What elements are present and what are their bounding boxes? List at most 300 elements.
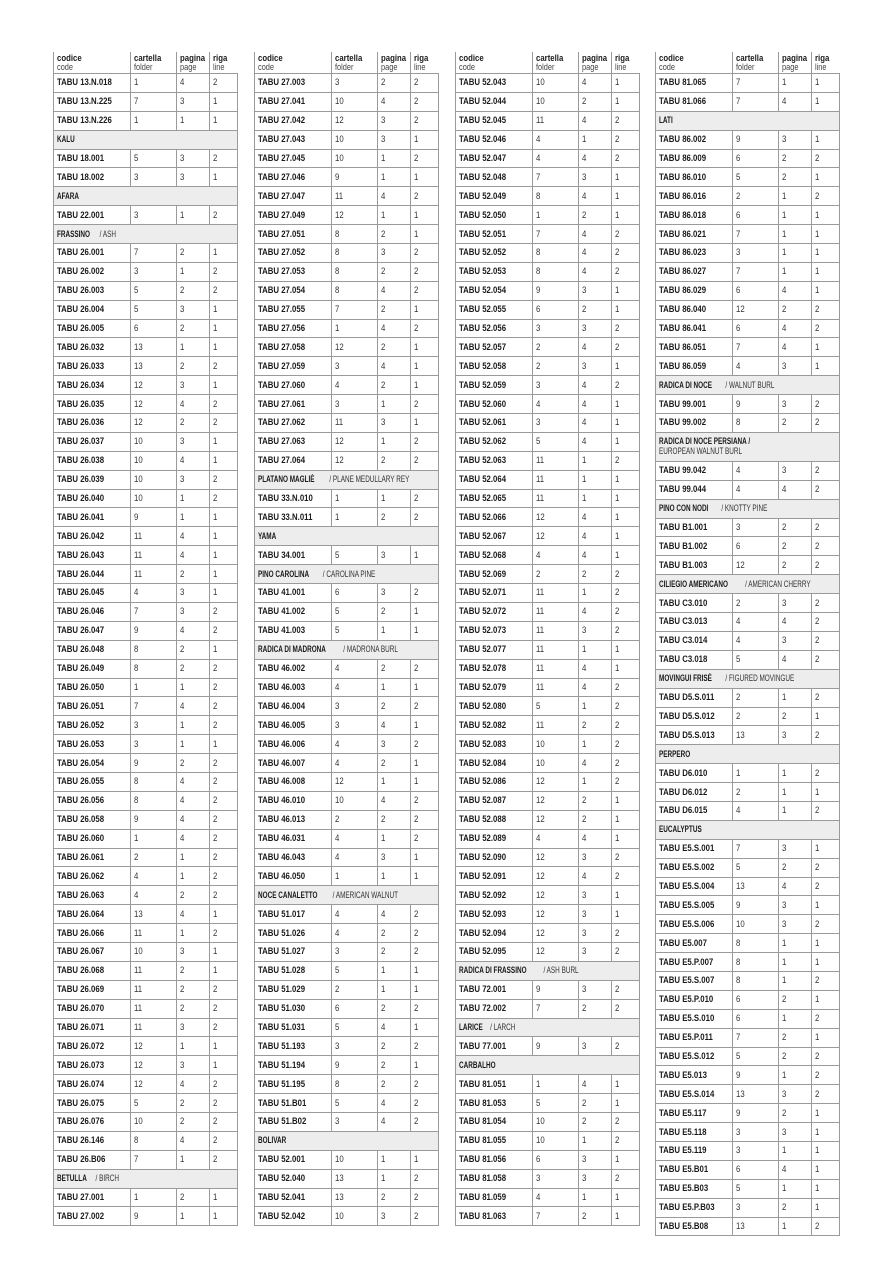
table-row — [656, 281, 840, 300]
table-row — [54, 621, 238, 640]
line-cell: 1 — [210, 508, 238, 527]
page-cell: 3 — [579, 1169, 612, 1188]
code-cell: TABU 52.045 — [456, 111, 533, 130]
page-cell: 1 — [579, 584, 612, 603]
code-cell: TABU 52.068 — [456, 546, 533, 565]
code-cell: TABU E5.P.010 — [656, 990, 733, 1009]
table-row — [54, 111, 238, 130]
code-cell: TABU 52.092 — [456, 886, 533, 905]
line-cell: 1 — [612, 168, 640, 187]
wood-name-en: / AMERICAN CHERRY — [745, 578, 811, 590]
line-cell: 2 — [812, 1217, 840, 1236]
code-cell: TABU 52.065 — [456, 489, 533, 508]
section-header-row — [656, 111, 840, 130]
table-row — [656, 783, 840, 802]
header-line: riga line — [210, 52, 238, 74]
table-row — [456, 1131, 640, 1150]
line-cell: 2 — [812, 650, 840, 669]
table-row — [456, 716, 640, 735]
code-cell: TABU 34.001 — [255, 546, 332, 565]
folder-cell: 3 — [131, 735, 177, 754]
line-cell: 1 — [411, 754, 439, 773]
code-cell: TABU 51.028 — [255, 961, 332, 980]
folder-cell: 5 — [332, 602, 378, 621]
folder-cell: 6 — [733, 281, 779, 300]
code-cell: TABU E5.S.002 — [656, 858, 733, 877]
line-cell: 2 — [612, 1037, 640, 1056]
table-row — [255, 130, 439, 149]
page-cell: 3 — [779, 461, 812, 480]
line-cell: 2 — [612, 319, 640, 338]
table-row — [255, 754, 439, 773]
table-row — [456, 357, 640, 376]
page-cell: 2 — [378, 1188, 411, 1207]
line-cell: 1 — [612, 357, 640, 376]
code-cell: TABU 26.068 — [54, 961, 131, 980]
code-cell: TABU 26.070 — [54, 999, 131, 1018]
table-row — [255, 678, 439, 697]
folder-cell: 12 — [131, 414, 177, 433]
folder-cell: 1 — [733, 764, 779, 783]
table-row — [656, 187, 840, 206]
folder-cell: 12 — [533, 942, 579, 961]
code-cell: TABU 27.003 — [255, 74, 332, 93]
folder-cell: 7 — [131, 1150, 177, 1169]
code-cell: TABU 52.078 — [456, 659, 533, 678]
header-folder: cartella folder — [131, 52, 177, 74]
page-cell: 3 — [779, 395, 812, 414]
table-row — [54, 149, 238, 168]
line-cell: 2 — [812, 518, 840, 537]
line-cell: 2 — [612, 754, 640, 773]
page-cell: 2 — [378, 1037, 411, 1056]
folder-cell: 11 — [131, 527, 177, 546]
folder-cell: 13 — [332, 1169, 378, 1188]
line-cell: 2 — [411, 92, 439, 111]
table-row — [656, 92, 840, 111]
line-cell: 1 — [612, 508, 640, 527]
line-cell: 2 — [812, 764, 840, 783]
table-row — [456, 451, 640, 470]
table-row — [456, 565, 640, 584]
code-cell: TABU 52.071 — [456, 584, 533, 603]
code-cell: TABU 22.001 — [54, 206, 131, 225]
page-cell: 1 — [378, 1150, 411, 1169]
page-cell: 1 — [378, 867, 411, 886]
code-cell: TABU 86.041 — [656, 319, 733, 338]
line-cell: 1 — [812, 92, 840, 111]
code-cell: TABU 52.052 — [456, 244, 533, 263]
table-row — [456, 168, 640, 187]
line-cell: 2 — [812, 915, 840, 934]
line-cell: 2 — [411, 1112, 439, 1131]
page-cell: 1 — [579, 451, 612, 470]
line-cell: 2 — [210, 1131, 238, 1150]
page-cell: 4 — [177, 1075, 210, 1094]
page-cell: 2 — [779, 537, 812, 556]
table-row — [656, 594, 840, 613]
page-cell: 3 — [378, 584, 411, 603]
section-header-row — [255, 565, 439, 584]
page-cell: 1 — [378, 678, 411, 697]
page-cell: 1 — [779, 225, 812, 244]
folder-cell: 3 — [533, 1169, 579, 1188]
folder-cell: 12 — [131, 1056, 177, 1075]
page-cell: 2 — [177, 414, 210, 433]
code-cell: TABU 26.040 — [54, 489, 131, 508]
folder-cell: 11 — [332, 414, 378, 433]
page-cell: 1 — [378, 395, 411, 414]
folder-cell: 12 — [533, 848, 579, 867]
wood-name-it: LATI — [659, 115, 673, 127]
folder-cell: 4 — [332, 376, 378, 395]
table-row — [456, 772, 640, 791]
folder-cell: 9 — [733, 130, 779, 149]
line-cell: 2 — [411, 1207, 439, 1226]
folder-cell: 8 — [131, 659, 177, 678]
folder-cell: 8 — [533, 244, 579, 263]
line-cell: 2 — [812, 149, 840, 168]
table-row — [456, 376, 640, 395]
page-cell: 2 — [579, 999, 612, 1018]
folder-cell: 3 — [332, 1112, 378, 1131]
page-cell: 4 — [579, 678, 612, 697]
table-row — [255, 1207, 439, 1226]
code-cell: TABU 46.043 — [255, 848, 332, 867]
table-row — [255, 319, 439, 338]
line-cell: 2 — [210, 772, 238, 791]
folder-cell: 9 — [533, 980, 579, 999]
folder-cell: 12 — [332, 206, 378, 225]
folder-cell: 5 — [733, 1179, 779, 1198]
line-cell: 2 — [210, 621, 238, 640]
table-row — [54, 829, 238, 848]
page-cell: 2 — [177, 244, 210, 263]
folder-cell: 8 — [533, 262, 579, 281]
line-cell: 2 — [210, 867, 238, 886]
page-cell: 1 — [779, 783, 812, 802]
code-cell: TABU 52.049 — [456, 187, 533, 206]
code-cell: TABU 27.060 — [255, 376, 332, 395]
code-cell: TABU 26.002 — [54, 262, 131, 281]
folder-cell: 5 — [332, 1018, 378, 1037]
folder-cell: 1 — [131, 829, 177, 848]
table-header — [456, 52, 640, 74]
code-cell: TABU 26.045 — [54, 584, 131, 603]
table-row — [456, 414, 640, 433]
page-cell: 1 — [177, 338, 210, 357]
page-cell: 3 — [579, 942, 612, 961]
line-cell: 2 — [210, 262, 238, 281]
line-cell: 2 — [612, 451, 640, 470]
folder-cell: 8 — [332, 244, 378, 263]
folder-cell: 3 — [332, 942, 378, 961]
table-row — [54, 1188, 238, 1207]
code-cell: TABU 26.003 — [54, 281, 131, 300]
folder-cell: 2 — [733, 707, 779, 726]
code-cell: TABU 26.073 — [54, 1056, 131, 1075]
folder-cell: 9 — [131, 621, 177, 640]
folder-cell: 6 — [131, 319, 177, 338]
page-cell: 4 — [177, 791, 210, 810]
folder-cell: 9 — [533, 1037, 579, 1056]
folder-cell: 4 — [131, 886, 177, 905]
folder-cell: 7 — [131, 244, 177, 263]
page-cell: 1 — [579, 130, 612, 149]
table-row — [54, 338, 238, 357]
table-row — [456, 829, 640, 848]
page-cell: 3 — [177, 300, 210, 319]
code-cell: TABU C3.018 — [656, 650, 733, 669]
wood-name-en: / KNOTTY PINE — [721, 503, 768, 515]
folder-cell: 8 — [332, 225, 378, 244]
page-cell: 4 — [177, 772, 210, 791]
line-cell: 1 — [210, 546, 238, 565]
line-cell: 1 — [612, 1094, 640, 1113]
code-cell: TABU 26.061 — [54, 848, 131, 867]
code-cell: TABU 86.023 — [656, 244, 733, 263]
line-cell: 2 — [812, 1047, 840, 1066]
line-cell: 2 — [210, 754, 238, 773]
table-row — [656, 1179, 840, 1198]
page-cell: 4 — [779, 319, 812, 338]
code-cell: TABU 46.007 — [255, 754, 332, 773]
page-cell: 1 — [779, 244, 812, 263]
table-row — [255, 867, 439, 886]
folder-cell: 3 — [733, 1141, 779, 1160]
code-cell: TABU 26.052 — [54, 716, 131, 735]
line-cell: 1 — [210, 735, 238, 754]
wood-name-it: LARICE — [459, 1021, 483, 1033]
table-row — [54, 376, 238, 395]
table-row — [54, 206, 238, 225]
table-row — [656, 262, 840, 281]
folder-cell: 3 — [131, 206, 177, 225]
page-cell: 4 — [779, 1160, 812, 1179]
line-cell: 1 — [812, 1123, 840, 1142]
folder-cell: 4 — [533, 149, 579, 168]
folder-cell: 6 — [733, 319, 779, 338]
line-cell: 1 — [411, 376, 439, 395]
line-cell: 1 — [812, 244, 840, 263]
code-cell: TABU 99.044 — [656, 480, 733, 499]
line-cell: 1 — [210, 432, 238, 451]
folder-cell: 7 — [733, 1028, 779, 1047]
code-cell: TABU E5.P.011 — [656, 1028, 733, 1047]
line-cell: 2 — [210, 659, 238, 678]
header-line: riga line — [812, 52, 840, 74]
page-cell: 4 — [579, 508, 612, 527]
table-row — [54, 754, 238, 773]
page-cell: 2 — [378, 508, 411, 527]
folder-cell: 2 — [533, 338, 579, 357]
code-cell: TABU 46.005 — [255, 716, 332, 735]
line-cell: 2 — [612, 999, 640, 1018]
page-cell: 3 — [177, 92, 210, 111]
page-cell: 4 — [579, 546, 612, 565]
line-cell: 2 — [411, 791, 439, 810]
line-cell: 2 — [210, 678, 238, 697]
code-cell: TABU E5.S.001 — [656, 839, 733, 858]
page-cell: 2 — [378, 659, 411, 678]
line-cell: 1 — [411, 867, 439, 886]
line-cell: 1 — [612, 886, 640, 905]
line-cell: 1 — [210, 451, 238, 470]
line-cell: 2 — [210, 980, 238, 999]
folder-cell: 3 — [733, 1198, 779, 1217]
line-cell: 1 — [210, 1207, 238, 1226]
table-row — [255, 376, 439, 395]
table-row — [255, 1150, 439, 1169]
folder-cell: 12 — [533, 527, 579, 546]
page-cell: 1 — [779, 953, 812, 972]
table-row — [255, 111, 439, 130]
folder-cell: 6 — [733, 149, 779, 168]
table-row — [456, 621, 640, 640]
table-row — [456, 546, 640, 565]
header-line: riga line — [612, 52, 640, 74]
folder-cell: 10 — [131, 470, 177, 489]
table-row — [456, 867, 640, 886]
table-row — [54, 961, 238, 980]
table-row — [456, 1037, 640, 1056]
page-cell: 1 — [177, 678, 210, 697]
page-cell: 1 — [177, 1207, 210, 1226]
page-cell: 1 — [378, 489, 411, 508]
code-cell: TABU 26.049 — [54, 659, 131, 678]
line-cell: 2 — [210, 1075, 238, 1094]
wood-name-it: CARBALHO — [459, 1059, 496, 1071]
code-cell: TABU 86.009 — [656, 149, 733, 168]
code-cell: TABU 52.050 — [456, 206, 533, 225]
folder-cell: 3 — [733, 244, 779, 263]
code-cell: TABU E5.S.007 — [656, 971, 733, 990]
folder-cell: 5 — [332, 621, 378, 640]
folder-cell: 11 — [533, 678, 579, 697]
folder-cell: 1 — [131, 678, 177, 697]
folder-cell: 12 — [533, 508, 579, 527]
code-cell: TABU E5.S.005 — [656, 896, 733, 915]
code-cell: TABU 52.093 — [456, 905, 533, 924]
table-row — [656, 1104, 840, 1123]
table-row — [456, 225, 640, 244]
line-cell: 2 — [210, 848, 238, 867]
folder-cell: 4 — [332, 659, 378, 678]
page-cell: 1 — [579, 1131, 612, 1150]
table-row — [255, 716, 439, 735]
code-cell: TABU C3.014 — [656, 631, 733, 650]
header-code: codice code — [255, 52, 332, 74]
table-row — [54, 1150, 238, 1169]
table-row — [656, 971, 840, 990]
code-cell: TABU E5.118 — [656, 1123, 733, 1142]
line-cell: 1 — [210, 584, 238, 603]
folder-cell: 11 — [131, 924, 177, 943]
folder-cell: 12 — [332, 451, 378, 470]
folder-cell: 2 — [533, 565, 579, 584]
table-row — [456, 508, 640, 527]
line-cell: 2 — [411, 999, 439, 1018]
line-cell: 1 — [210, 942, 238, 961]
page-cell: 1 — [779, 764, 812, 783]
folder-cell: 7 — [131, 602, 177, 621]
code-cell: TABU 26.048 — [54, 640, 131, 659]
page-cell: 4 — [378, 1112, 411, 1131]
page-cell: 1 — [779, 1141, 812, 1160]
page-cell: 3 — [177, 1056, 210, 1075]
line-cell: 2 — [411, 111, 439, 130]
code-cell: TABU 81.056 — [456, 1150, 533, 1169]
code-cell: TABU 81.054 — [456, 1112, 533, 1131]
wood-name-en: / AMERICAN WALNUT — [332, 889, 399, 901]
page-cell: 2 — [177, 754, 210, 773]
table-row — [255, 810, 439, 829]
code-cell: TABU 46.031 — [255, 829, 332, 848]
line-cell: 2 — [210, 414, 238, 433]
table-row — [255, 1075, 439, 1094]
code-cell: TABU 27.062 — [255, 414, 332, 433]
table-row — [54, 942, 238, 961]
page-cell: 3 — [177, 1018, 210, 1037]
table-row — [656, 338, 840, 357]
table-row — [54, 357, 238, 376]
table-row — [255, 1169, 439, 1188]
table-row — [656, 357, 840, 376]
line-cell: 2 — [411, 659, 439, 678]
folder-cell: 11 — [533, 111, 579, 130]
folder-cell: 2 — [733, 594, 779, 613]
page-cell: 4 — [177, 527, 210, 546]
page-cell: 3 — [579, 924, 612, 943]
page-cell: 3 — [579, 1150, 612, 1169]
index-table — [655, 52, 840, 1236]
line-cell: 1 — [612, 905, 640, 924]
table-row — [656, 934, 840, 953]
line-cell: 2 — [612, 1112, 640, 1131]
page-cell: 2 — [177, 980, 210, 999]
code-cell: TABU 26.001 — [54, 244, 131, 263]
folder-cell: 1 — [131, 74, 177, 93]
code-cell: TABU D6.015 — [656, 801, 733, 820]
line-cell: 1 — [812, 1179, 840, 1198]
folder-cell: 6 — [533, 300, 579, 319]
wood-name-it: YAMA — [258, 530, 277, 542]
code-cell: TABU 46.010 — [255, 791, 332, 810]
line-cell: 2 — [210, 281, 238, 300]
page-cell: 3 — [779, 915, 812, 934]
index-table — [455, 52, 640, 1226]
folder-cell: 11 — [131, 565, 177, 584]
page-cell: 3 — [579, 980, 612, 999]
folder-cell: 1 — [332, 508, 378, 527]
code-cell: TABU 52.062 — [456, 432, 533, 451]
line-cell: 2 — [210, 1112, 238, 1131]
table-row — [255, 829, 439, 848]
line-cell: 1 — [612, 187, 640, 206]
table-row — [656, 726, 840, 745]
code-cell: TABU 52.053 — [456, 262, 533, 281]
table-row — [456, 1207, 640, 1226]
header-page: pagina page — [177, 52, 210, 74]
line-cell: 1 — [411, 772, 439, 791]
code-cell: TABU 26.062 — [54, 867, 131, 886]
folder-cell: 11 — [131, 546, 177, 565]
line-cell: 2 — [812, 971, 840, 990]
page-cell: 3 — [779, 1085, 812, 1104]
page-cell: 2 — [779, 168, 812, 187]
line-cell: 2 — [612, 338, 640, 357]
line-cell: 1 — [612, 640, 640, 659]
